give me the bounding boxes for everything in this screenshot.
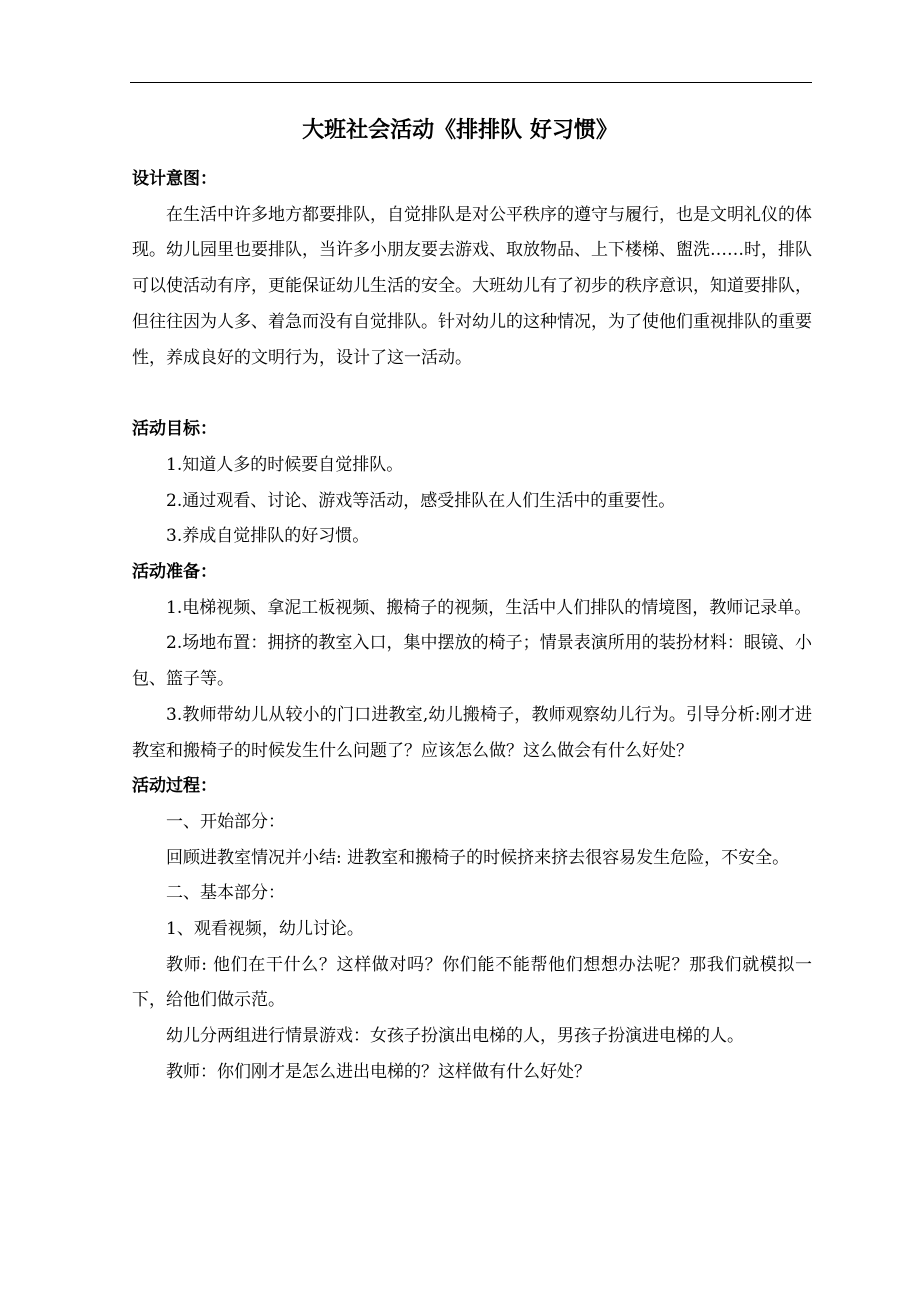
preparation-item-2: 2.场地布置：拥挤的教室入口，集中摆放的椅子；情景表演所用的装扮材料：眼镜、小包、篮子等。 xyxy=(132,633,812,690)
process-paragraph-4: 1、观看视频，幼儿讨论。 xyxy=(166,919,364,940)
section-heading-preparation: 活动准备： xyxy=(132,562,217,583)
goal-item-1: 1.知道人多的时候要自觉排队。 xyxy=(166,454,404,475)
process-paragraph-3: 二、基本部分： xyxy=(166,883,285,904)
section-heading-goals: 活动目标： xyxy=(132,419,217,440)
process-paragraph-5: 教师: 他们在干什么？这样做对吗？你们能不能帮他们想想办法呢？那我们就模拟一下，给他们做示范。 xyxy=(132,954,812,1011)
section-heading-design-intent: 设计意图： xyxy=(132,169,217,189)
goal-item-2: 2.通过观看、讨论、游戏等活动，感受排队在人们生活中的重要性。 xyxy=(166,490,676,511)
process-paragraph-1: 一、开始部分： xyxy=(166,811,285,832)
preparation-item-3: 3.教师带幼儿从较小的门口进教室,幼儿搬椅子，教师观察幼儿行为。引导分析:刚才进教室和搬椅子的时候发生什么问题了？应该怎么做？这么做会有什么好处？ xyxy=(132,704,812,761)
document-title: 大班社会活动《排排队 好习惯》 xyxy=(302,118,618,143)
process-paragraph-7: 教师：你们刚才是怎么进出电梯的？这样做有什么好处？ xyxy=(166,1061,591,1082)
design-intent-paragraph: 在生活中许多地方都要排队，自觉排队是对公平秩序的遵守与履行，也是文明礼仪的体现。幼儿园里也要排队，当许多小朋友要去游戏、取放物品、上下楼梯、盥洗……时，排队可以使活动有序，更能保证幼儿生活的安全。大班幼儿有了初步的秩序意识，知道要排队，但往往因为人多、着急而没有自觉排队。针对幼儿的这种情况，为了使他们重视排队的重要性，养成良好的文明行为，设计了这一活动。 xyxy=(132,204,812,368)
section-heading-process: 活动过程： xyxy=(132,776,217,797)
preparation-item-1: 1.电梯视频、拿泥工板视频、搬椅子的视频，生活中人们排队的情境图，教师记录单。 xyxy=(166,597,812,618)
document-body xyxy=(132,162,812,1091)
header-rule xyxy=(130,82,812,83)
goal-item-3: 3.养成自觉排队的好习惯。 xyxy=(166,526,370,547)
process-paragraph-6: 幼儿分两组进行情景游戏：女孩子扮演出电梯的人，男孩子扮演进电梯的人。 xyxy=(166,1026,744,1047)
process-paragraph-2: 回顾进教室情况并小结: 进教室和搬椅子的时候挤来挤去很容易发生危险，不安全。 xyxy=(166,847,790,868)
